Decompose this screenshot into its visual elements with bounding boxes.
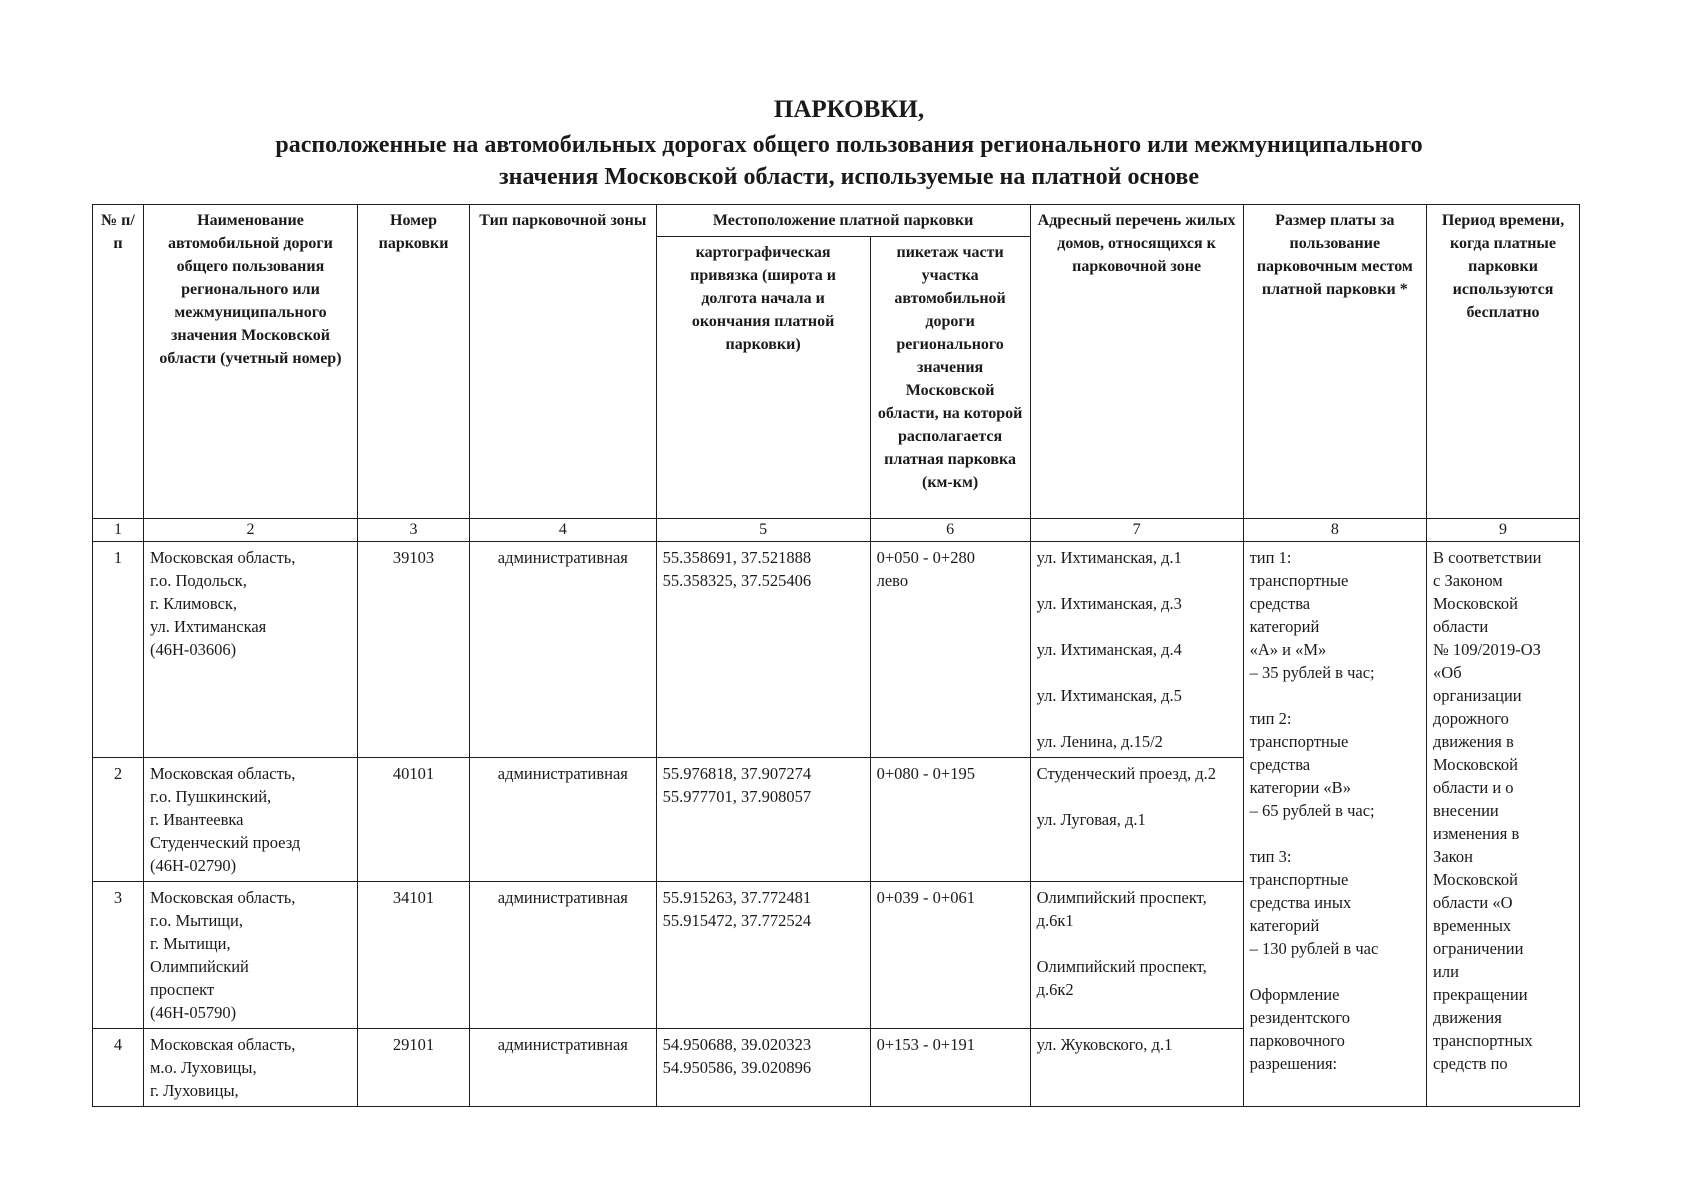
header-addresses: Адресный перечень жилых домов, относящихся к парковочной зоне — [1030, 205, 1243, 519]
fee-line: – 65 рублей в час; — [1249, 801, 1375, 820]
coordinate-line: 55.358691, 37.521888 — [662, 548, 812, 567]
free-period-line: движения — [1433, 1008, 1502, 1027]
road-name-cell — [143, 882, 357, 1029]
column-number: 7 — [1030, 519, 1243, 542]
free-period-line: движения в — [1433, 732, 1514, 751]
free-period-line: временных — [1433, 916, 1512, 935]
address-line: ул. Ихтиманская, д.5 — [1036, 686, 1182, 705]
free-period-line: дорожного — [1433, 709, 1509, 728]
road-line: (46Н-02790) — [149, 856, 237, 875]
column-number: 1 — [93, 519, 144, 542]
coordinates-cell — [656, 542, 870, 758]
fee-cell — [1243, 542, 1426, 1107]
free-period-line: области и о — [1433, 778, 1514, 797]
column-number: 4 — [470, 519, 657, 542]
fee-line: категорий — [1249, 617, 1320, 636]
picket-line: 0+153 - 0+191 — [876, 1035, 975, 1054]
free-period-line: ограничении — [1433, 939, 1524, 958]
fee-line: категорий — [1249, 916, 1320, 935]
address-line: ул. Ихтиманская, д.1 — [1036, 548, 1182, 567]
road-line: г. Луховицы, — [149, 1081, 239, 1100]
fee-line: разрешения: — [1249, 1054, 1338, 1073]
road-line: Студенческий проезд — [149, 833, 301, 852]
zone-type: административная — [470, 758, 657, 882]
road-line: г.о. Мытищи, — [149, 911, 243, 930]
column-number: 6 — [870, 519, 1030, 542]
fee-line: средства — [1249, 594, 1311, 613]
road-line: проспект — [149, 980, 215, 999]
road-line: г.о. Пушкинский, — [149, 787, 272, 806]
address-line: Олимпийский проспект, д.6к1 — [1036, 888, 1207, 930]
fee-line: транспортные — [1249, 732, 1349, 751]
picket-cell — [870, 882, 1030, 1029]
column-number: 2 — [143, 519, 357, 542]
road-name-cell — [143, 1029, 357, 1107]
picket-cell — [870, 1029, 1030, 1107]
picket-line: 0+080 - 0+195 — [876, 764, 975, 783]
free-period-line: транспортных — [1433, 1031, 1533, 1050]
row-number: 1 — [93, 542, 144, 758]
header-fee: Размер платы за пользование парковочным местом платной парковки * — [1243, 205, 1426, 519]
parking-number: 29101 — [357, 1029, 469, 1107]
address-line: Олимпийский проспект, д.6к2 — [1036, 957, 1207, 999]
free-period-line: Московской — [1433, 870, 1518, 889]
fee-line: – 130 рублей в час — [1249, 939, 1379, 958]
address-line: ул. Ихтиманская, д.4 — [1036, 640, 1182, 659]
fee-line: «А» и «М» — [1249, 640, 1327, 659]
fee-line: – 35 рублей в час; — [1249, 663, 1375, 682]
parking-number: 34101 — [357, 882, 469, 1029]
picket-line: лево — [876, 571, 909, 590]
road-line: г. Климовск, — [149, 594, 238, 613]
address-line: ул. Ленина, д.15/2 — [1036, 732, 1163, 751]
fee-line: транспортные — [1249, 571, 1349, 590]
free-period-line: Московской — [1433, 594, 1518, 613]
free-period-line: № 109/2019-ОЗ — [1433, 640, 1541, 659]
header-parking-number: Номер парковки — [357, 205, 469, 519]
free-period-line: с Законом — [1433, 571, 1503, 590]
picket-cell — [870, 758, 1030, 882]
header-coordinates: картографическая привязка (широта и долгота начала и окончания платной парковки) — [656, 237, 870, 519]
picket-cell — [870, 542, 1030, 758]
free-period-line: области «О — [1433, 893, 1513, 912]
header-road-name: Наименование автомобильной дороги общего пользования регионального или межмуниципального значения Московской области (учетный номер) — [143, 205, 357, 519]
coordinate-line: 55.915472, 37.772524 — [662, 911, 812, 930]
coordinate-line: 55.358325, 37.525406 — [662, 571, 812, 590]
document-subtitle-line-1: расположенные на автомобильных дорогах общего пользования регионального или межмуниципального — [275, 132, 1423, 158]
fee-line: средства — [1249, 755, 1311, 774]
parking-number: 40101 — [357, 758, 469, 882]
free-period-line: изменения в — [1433, 824, 1520, 843]
coordinate-line: 54.950688, 39.020323 — [662, 1035, 812, 1054]
zone-type: административная — [470, 882, 657, 1029]
picket-line: 0+050 - 0+280 — [876, 548, 975, 567]
address-line: ул. Жуковского, д.1 — [1036, 1035, 1173, 1054]
header-zone-type: Тип парковочной зоны — [470, 205, 657, 519]
fee-line: резидентского — [1249, 1008, 1351, 1027]
fee-line: парковочного — [1249, 1031, 1345, 1050]
row-number: 4 — [93, 1029, 144, 1107]
coordinates-cell — [656, 758, 870, 882]
free-period-line: средств по — [1433, 1054, 1508, 1073]
header-location-group: Местоположение платной парковки — [656, 205, 1030, 237]
header-number: № п/п — [93, 205, 144, 519]
column-number: 3 — [357, 519, 469, 542]
road-name-cell — [143, 542, 357, 758]
column-number-row — [93, 519, 1580, 542]
column-number: 9 — [1427, 519, 1580, 542]
road-line: Московская область, — [149, 764, 296, 783]
road-line: Московская область, — [149, 1035, 296, 1054]
coordinate-line: 55.915263, 37.772481 — [662, 888, 812, 907]
coordinate-line: 55.976818, 37.907274 — [662, 764, 812, 783]
row-number: 3 — [93, 882, 144, 1029]
fee-line: тип 2: — [1249, 709, 1292, 728]
coordinate-line: 54.950586, 39.020896 — [662, 1058, 812, 1077]
road-name-cell — [143, 758, 357, 882]
fee-line: тип 3: — [1249, 847, 1292, 866]
free-period-line: организации — [1433, 686, 1522, 705]
address-line: ул. Ихтиманская, д.3 — [1036, 594, 1182, 613]
zone-type: административная — [470, 1029, 657, 1107]
free-period-line: внесении — [1433, 801, 1499, 820]
road-line: (46Н-03606) — [149, 640, 237, 659]
row-number: 2 — [93, 758, 144, 882]
free-period-cell — [1427, 542, 1580, 1107]
fee-line: транспортные — [1249, 870, 1349, 889]
document-subtitle-line-2: значения Московской области, используемые на платной основе — [498, 164, 1199, 190]
addresses-cell — [1030, 542, 1243, 758]
table-row — [93, 542, 1580, 758]
road-line: г. Мытищи, — [149, 934, 231, 953]
free-period-line: Закон — [1433, 847, 1473, 866]
coordinates-cell — [656, 882, 870, 1029]
zone-type: административная — [470, 542, 657, 758]
free-period-line: или — [1433, 962, 1459, 981]
road-line: (46Н-05790) — [149, 1003, 237, 1022]
header-picket: пикетаж части участка автомобильной дороги регионального значения Московской области, на которой располагается платная парковка (км-км) — [870, 237, 1030, 519]
column-number: 8 — [1243, 519, 1426, 542]
road-line: Московская область, — [149, 548, 296, 567]
road-line: Олимпийский — [149, 957, 249, 976]
fee-line: средства иных — [1249, 893, 1352, 912]
header-free-period: Период времени, когда платные парковки используются бесплатно — [1427, 205, 1580, 519]
free-period-line: В соответствии — [1433, 548, 1542, 567]
fee-line: категории «В» — [1249, 778, 1351, 797]
road-line: м.о. Луховицы, — [149, 1058, 257, 1077]
free-period-line: прекращении — [1433, 985, 1528, 1004]
coordinates-cell — [656, 1029, 870, 1107]
road-line: Московская область, — [149, 888, 296, 907]
free-period-line: Московской — [1433, 755, 1518, 774]
addresses-cell — [1030, 882, 1243, 1029]
road-line: ул. Ихтиманская — [149, 617, 267, 636]
free-period-line: «Об — [1433, 663, 1462, 682]
address-line: Студенческий проезд, д.2 — [1036, 764, 1216, 783]
address-line: ул. Луговая, д.1 — [1036, 810, 1146, 829]
document-title: ПАРКОВКИ, — [773, 96, 925, 123]
free-period-line: области — [1433, 617, 1489, 636]
parking-table — [92, 204, 1580, 1107]
picket-line: 0+039 - 0+061 — [876, 888, 975, 907]
road-line: г. Ивантеевка — [149, 810, 244, 829]
addresses-cell — [1030, 1029, 1243, 1107]
column-number: 5 — [656, 519, 870, 542]
fee-line: Оформление — [1249, 985, 1340, 1004]
addresses-cell — [1030, 758, 1243, 882]
road-line: г.о. Подольск, — [149, 571, 247, 590]
coordinate-line: 55.977701, 37.908057 — [662, 787, 812, 806]
fee-line: тип 1: — [1249, 548, 1292, 567]
parking-number: 39103 — [357, 542, 469, 758]
